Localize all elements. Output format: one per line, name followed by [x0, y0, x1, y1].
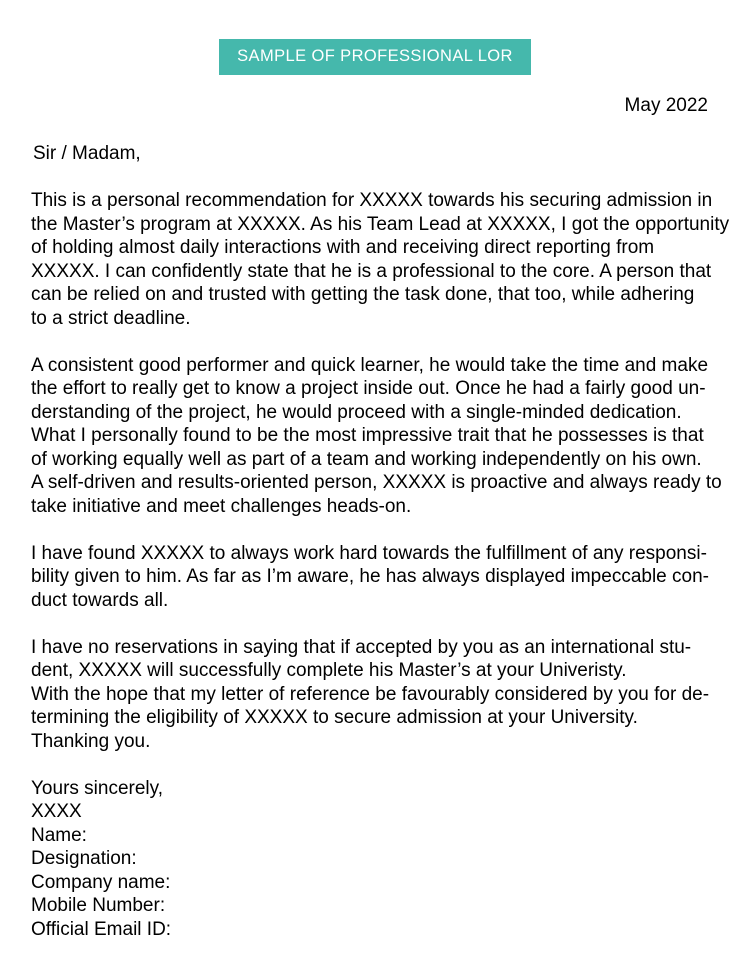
paragraph-line: Thanking you.: [31, 730, 151, 752]
paragraph-1: [31, 189, 730, 330]
paragraph-line: can be relied on and trusted with getting the task done, that too, while adhering: [31, 284, 695, 306]
signature-field-mobile-number: Mobile Number:: [31, 895, 166, 917]
signature-closing: Yours sincerely,: [31, 777, 164, 799]
paragraph-line: termining the eligibility of XXXXX to secure admission at your University.: [31, 707, 638, 729]
letter-date: May 2022: [624, 94, 708, 116]
letter-body: [0, 142, 750, 941]
date-container: [0, 95, 750, 118]
paragraph-line: XXXXX. I can confidently state that he is a professional to the core. A person that: [31, 260, 712, 282]
signature-field-company-name: Company name:: [31, 871, 171, 893]
paragraph-line: derstanding of the project, he would proceed with a single-minded dedication.: [31, 401, 682, 423]
signature-field-designation: Designation:: [31, 848, 137, 870]
signature-name-placeholder: XXXX: [31, 801, 82, 823]
paragraph-3: [31, 542, 718, 613]
paragraph-line: I have found XXXXX to always work hard towards the fulfillment of any responsi-: [31, 542, 707, 564]
paragraph-line: the Master’s program at XXXXX. As his Team Lead at XXXXX, I got the opportunity: [31, 213, 730, 235]
salutation: Sir / Madam,: [33, 143, 141, 165]
paragraph-line: This is a personal recommendation for XXXXX towards his securing admission in: [31, 190, 713, 212]
paragraph-line: I have no reservations in saying that if accepted by you as an international stu-: [31, 636, 692, 658]
paragraph-line: of working equally well as part of a team and working independently on his own.: [31, 448, 702, 470]
paragraph-line: A consistent good performer and quick learner, he would take the time and make: [31, 354, 709, 376]
signature-field-name: Name:: [31, 824, 87, 846]
paragraph-2: [31, 354, 722, 519]
paragraph-line: dent, XXXXX will successfully complete his Master’s at your Univeristy.: [31, 660, 627, 682]
paragraph-line: take initiative and meet challenges heads-on.: [31, 495, 412, 517]
paragraph-line: A self-driven and results-oriented person, XXXXX is proactive and always ready to: [31, 472, 722, 494]
paragraph-line: the effort to really get to know a project inside out. Once he had a fairly good un-: [31, 378, 706, 400]
paragraph-line: to a strict deadline.: [31, 307, 191, 329]
paragraph-line: bility given to him. As far as I’m aware, he has always displayed impeccable con-: [31, 566, 709, 588]
paragraph-line: What I personally found to be the most impressive trait that he possesses is that: [31, 425, 704, 447]
paragraph-line: of holding almost daily interactions with and receiving direct reporting from: [31, 237, 655, 259]
paragraph-line: With the hope that my letter of reference be favourably considered by you for de-: [31, 683, 710, 705]
signature-field-official-email-id: Official Email ID:: [31, 918, 172, 940]
paragraph-4: [31, 636, 718, 754]
signature-block: [31, 777, 718, 942]
document-title-banner: SAMPLE OF PROFESSIONAL LOR: [219, 39, 531, 75]
banner-container: [0, 0, 750, 75]
paragraph-line: duct towards all.: [31, 589, 169, 611]
